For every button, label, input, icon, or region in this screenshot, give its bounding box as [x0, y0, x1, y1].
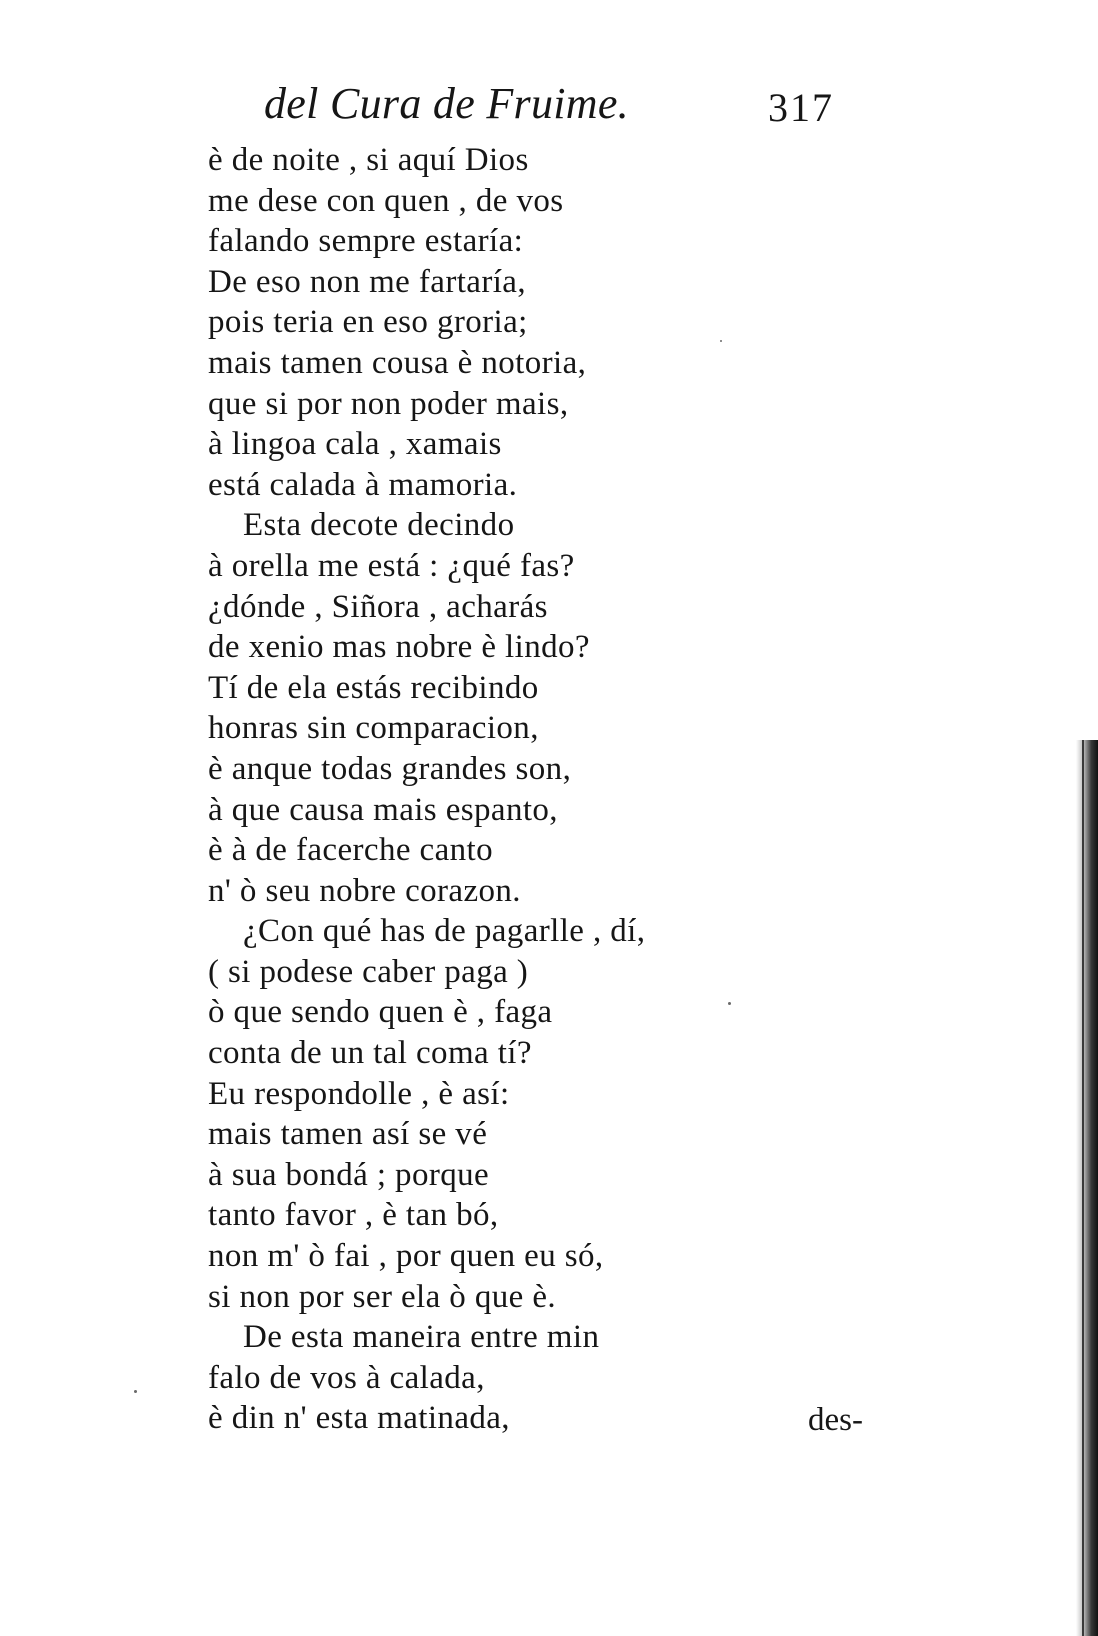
verse-line: Eu respondolle , è así:	[208, 1075, 510, 1112]
verse-line: Esta decote decindo	[243, 507, 515, 544]
verse-line: falo de vos à calada,	[208, 1359, 485, 1396]
verse-line: n' ò seu nobre corazon.	[208, 872, 521, 909]
binding-edge	[1072, 0, 1098, 1636]
binding-shadow	[1076, 740, 1098, 1636]
verse-line: de xenio mas nobre è lindo?	[208, 629, 590, 666]
binding-line	[1082, 740, 1084, 1636]
verse-line: à sua bondá ; porque	[208, 1156, 490, 1193]
verse-line: non m' ò fai , por quen eu só,	[208, 1238, 604, 1275]
verse-line: Tí de ela estás recibindo	[208, 669, 539, 706]
verse-line: ¿Con qué has de pagarlle , dí,	[243, 913, 646, 950]
verse-line: tanto favor , è tan bó,	[208, 1197, 499, 1234]
verse-line: De eso non me fartaría,	[208, 263, 526, 300]
verse-line: me dese con quen , de vos	[208, 182, 564, 219]
verse-line: è din n' esta matinada,	[208, 1400, 510, 1437]
paper-speck	[720, 340, 722, 342]
verse-line: mais tamen cousa è notoria,	[208, 344, 587, 381]
verse-line: ¿dónde , Siñora , acharás	[208, 588, 548, 625]
verse-line: De esta maneira entre min	[243, 1319, 600, 1356]
verse-line: conta de un tal coma tí?	[208, 1035, 532, 1072]
verse-line: è de noite , si aquí Dios	[208, 142, 529, 178]
running-title: del Cura de Fruime.	[264, 79, 629, 128]
verse-line: à lingoa cala , xamais	[208, 426, 502, 463]
verse-line: si non por ser ela ò que è.	[208, 1278, 557, 1315]
verse-line: que si por non poder mais,	[208, 385, 569, 422]
page-number: 317	[768, 85, 834, 130]
verse-line: honras sin comparacion,	[208, 710, 539, 747]
verse-line: ( si podese caber paga )	[208, 953, 529, 990]
page-header	[0, 72, 1098, 136]
paper-speck	[134, 1390, 137, 1393]
verse-line: falando sempre estaría:	[208, 223, 524, 260]
catchword: des-	[808, 1402, 863, 1438]
verse-line: à que causa mais espanto,	[208, 791, 558, 828]
verse-block	[208, 140, 868, 1439]
verse-line: está calada à mamoria.	[208, 466, 518, 503]
verse-line: à orella me está : ¿qué fas?	[208, 547, 575, 584]
paper-speck	[728, 1002, 731, 1005]
verse-line: è à de facerche canto	[208, 832, 494, 869]
verse-line: mais tamen así se vé	[208, 1116, 488, 1153]
verse-line: ò que sendo quen è , faga	[208, 994, 553, 1031]
verse-line: pois teria en eso groria;	[208, 304, 528, 341]
verse-line: è anque todas grandes son,	[208, 750, 572, 787]
